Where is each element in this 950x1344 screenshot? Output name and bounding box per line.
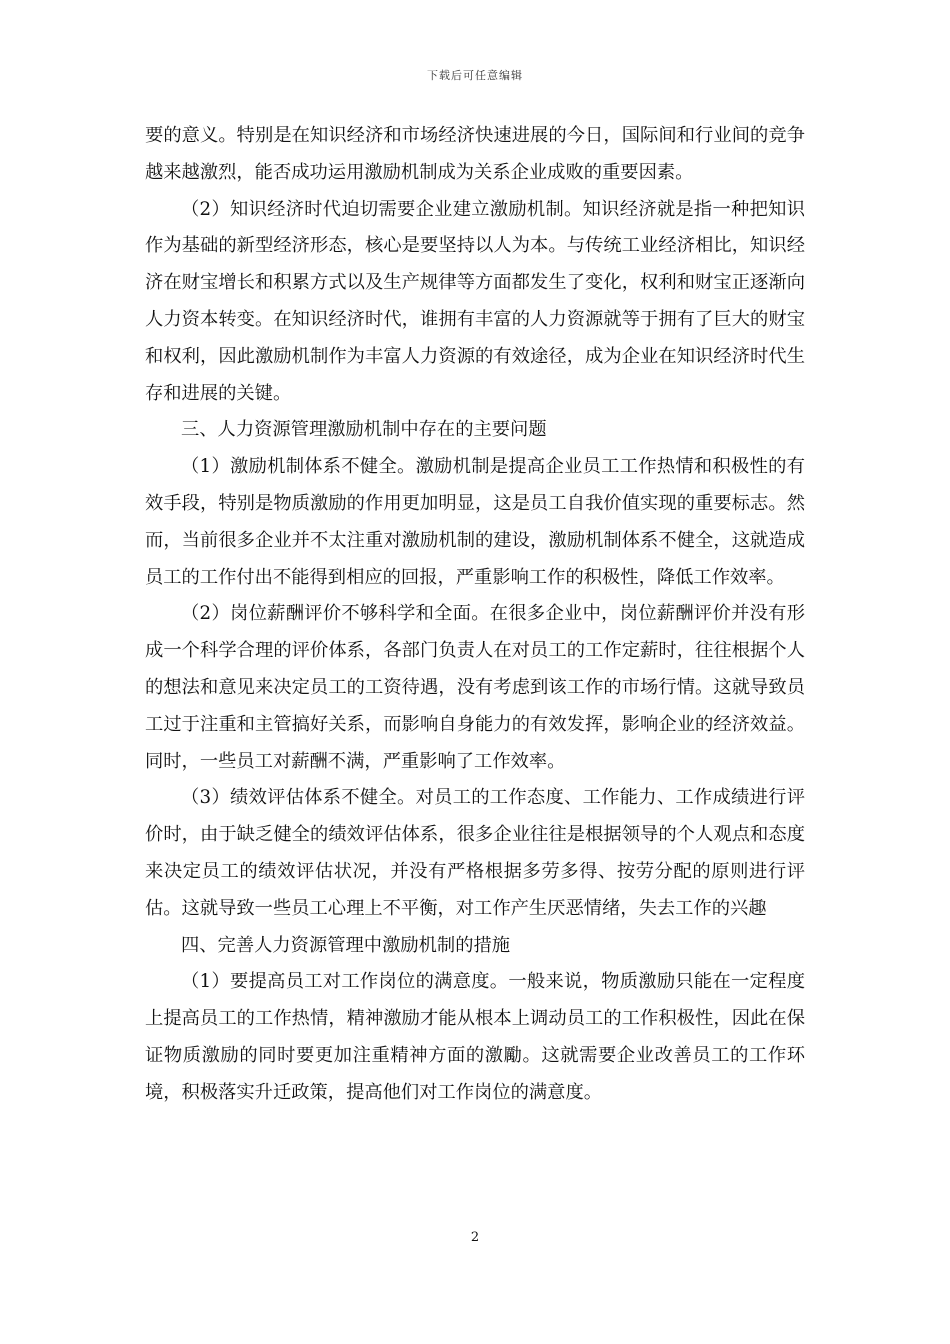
paragraph-continuation: 要的意义。特别是在知识经济和市场经济快速进展的今日，国际间和行业间的竞争越来越激烈，能否成功运用激励机制成为关系企业成败的重要因素。: [145, 125, 805, 183]
document-body: [145, 118, 805, 1112]
page-header: 下载后可任意编辑: [427, 69, 523, 82]
section-heading-4: 四、完善人力资源管理中激励机制的措施: [181, 934, 511, 956]
paragraph-salary-evaluation: （2）岗位薪酬评价不够科学和全面。在很多企业中，岗位薪酬评价并没有形成一个科学合理的评价体系，各部门负责人在对员工的工作定薪时，往往根据个人的想法和意见来决定员工的工资待遇，没有考虑到该工作的市场行情。这就导致员工过于注重和主管搞好关系，而影响自身能力的有效发挥，影响企业的经济效益。同时，一些员工对薪酬不满，严重影响了工作效率。: [145, 603, 805, 772]
paragraph-incentive-system: （1）激励机制体系不健全。激励机制是提高企业员工工作热情和积极性的有效手段，特别是物质激励的作用更加明显，这是员工自我价值实现的重要标志。然而，当前很多企业并不太注重对激励机制的建设，激励机制体系不健全，这就造成员工的工作付出不能得到相应的回报，严重影响工作的积极性，降低工作效率。: [145, 456, 805, 588]
page-number: 2: [470, 1230, 480, 1245]
paragraph-performance-evaluation: （3）绩效评估体系不健全。对员工的工作态度、工作能力、工作成绩进行评价时，由于缺乏健全的绩效评估体系，很多企业往往是根据领导的个人观点和态度来决定员工的绩效评估状况，并没有严格根据多劳多得、按劳分配的原则进行评估。这就导致一些员工心理上不平衡，对工作产生厌恶情绪，失去工作的兴趣: [145, 787, 805, 919]
paragraph-knowledge-economy: （2）知识经济时代迫切需要企业建立激励机制。知识经济就是指一种把知识作为基础的新型经济形态，核心是要坚持以人为本。与传统工业经济相比，知识经济在财宝增长和积累方式以及生产规律等方面都发生了变化，权利和财宝正逐渐向人力资本转变。在知识经济时代，谁拥有丰富的人力资源就等于拥有了巨大的财宝和权利，因此激励机制作为丰富人力资源的有效途径，成为企业在知识经济时代生存和进展的关键。: [145, 198, 805, 404]
section-heading-3: 三、人力资源管理激励机制中存在的主要问题: [181, 419, 547, 441]
paragraph-job-satisfaction: （1）要提高员工对工作岗位的满意度。一般来说，物质激励只能在一定程度上提高员工的工作热情，精神激励才能从根本上调动员工的工作积极性，因此在保证物质激励的同时要更加注重精神方面的激勵。这就需要企业改善员工的工作环境，积极落实升迁政策，提高他们对工作岗位的满意度。: [145, 971, 805, 1103]
